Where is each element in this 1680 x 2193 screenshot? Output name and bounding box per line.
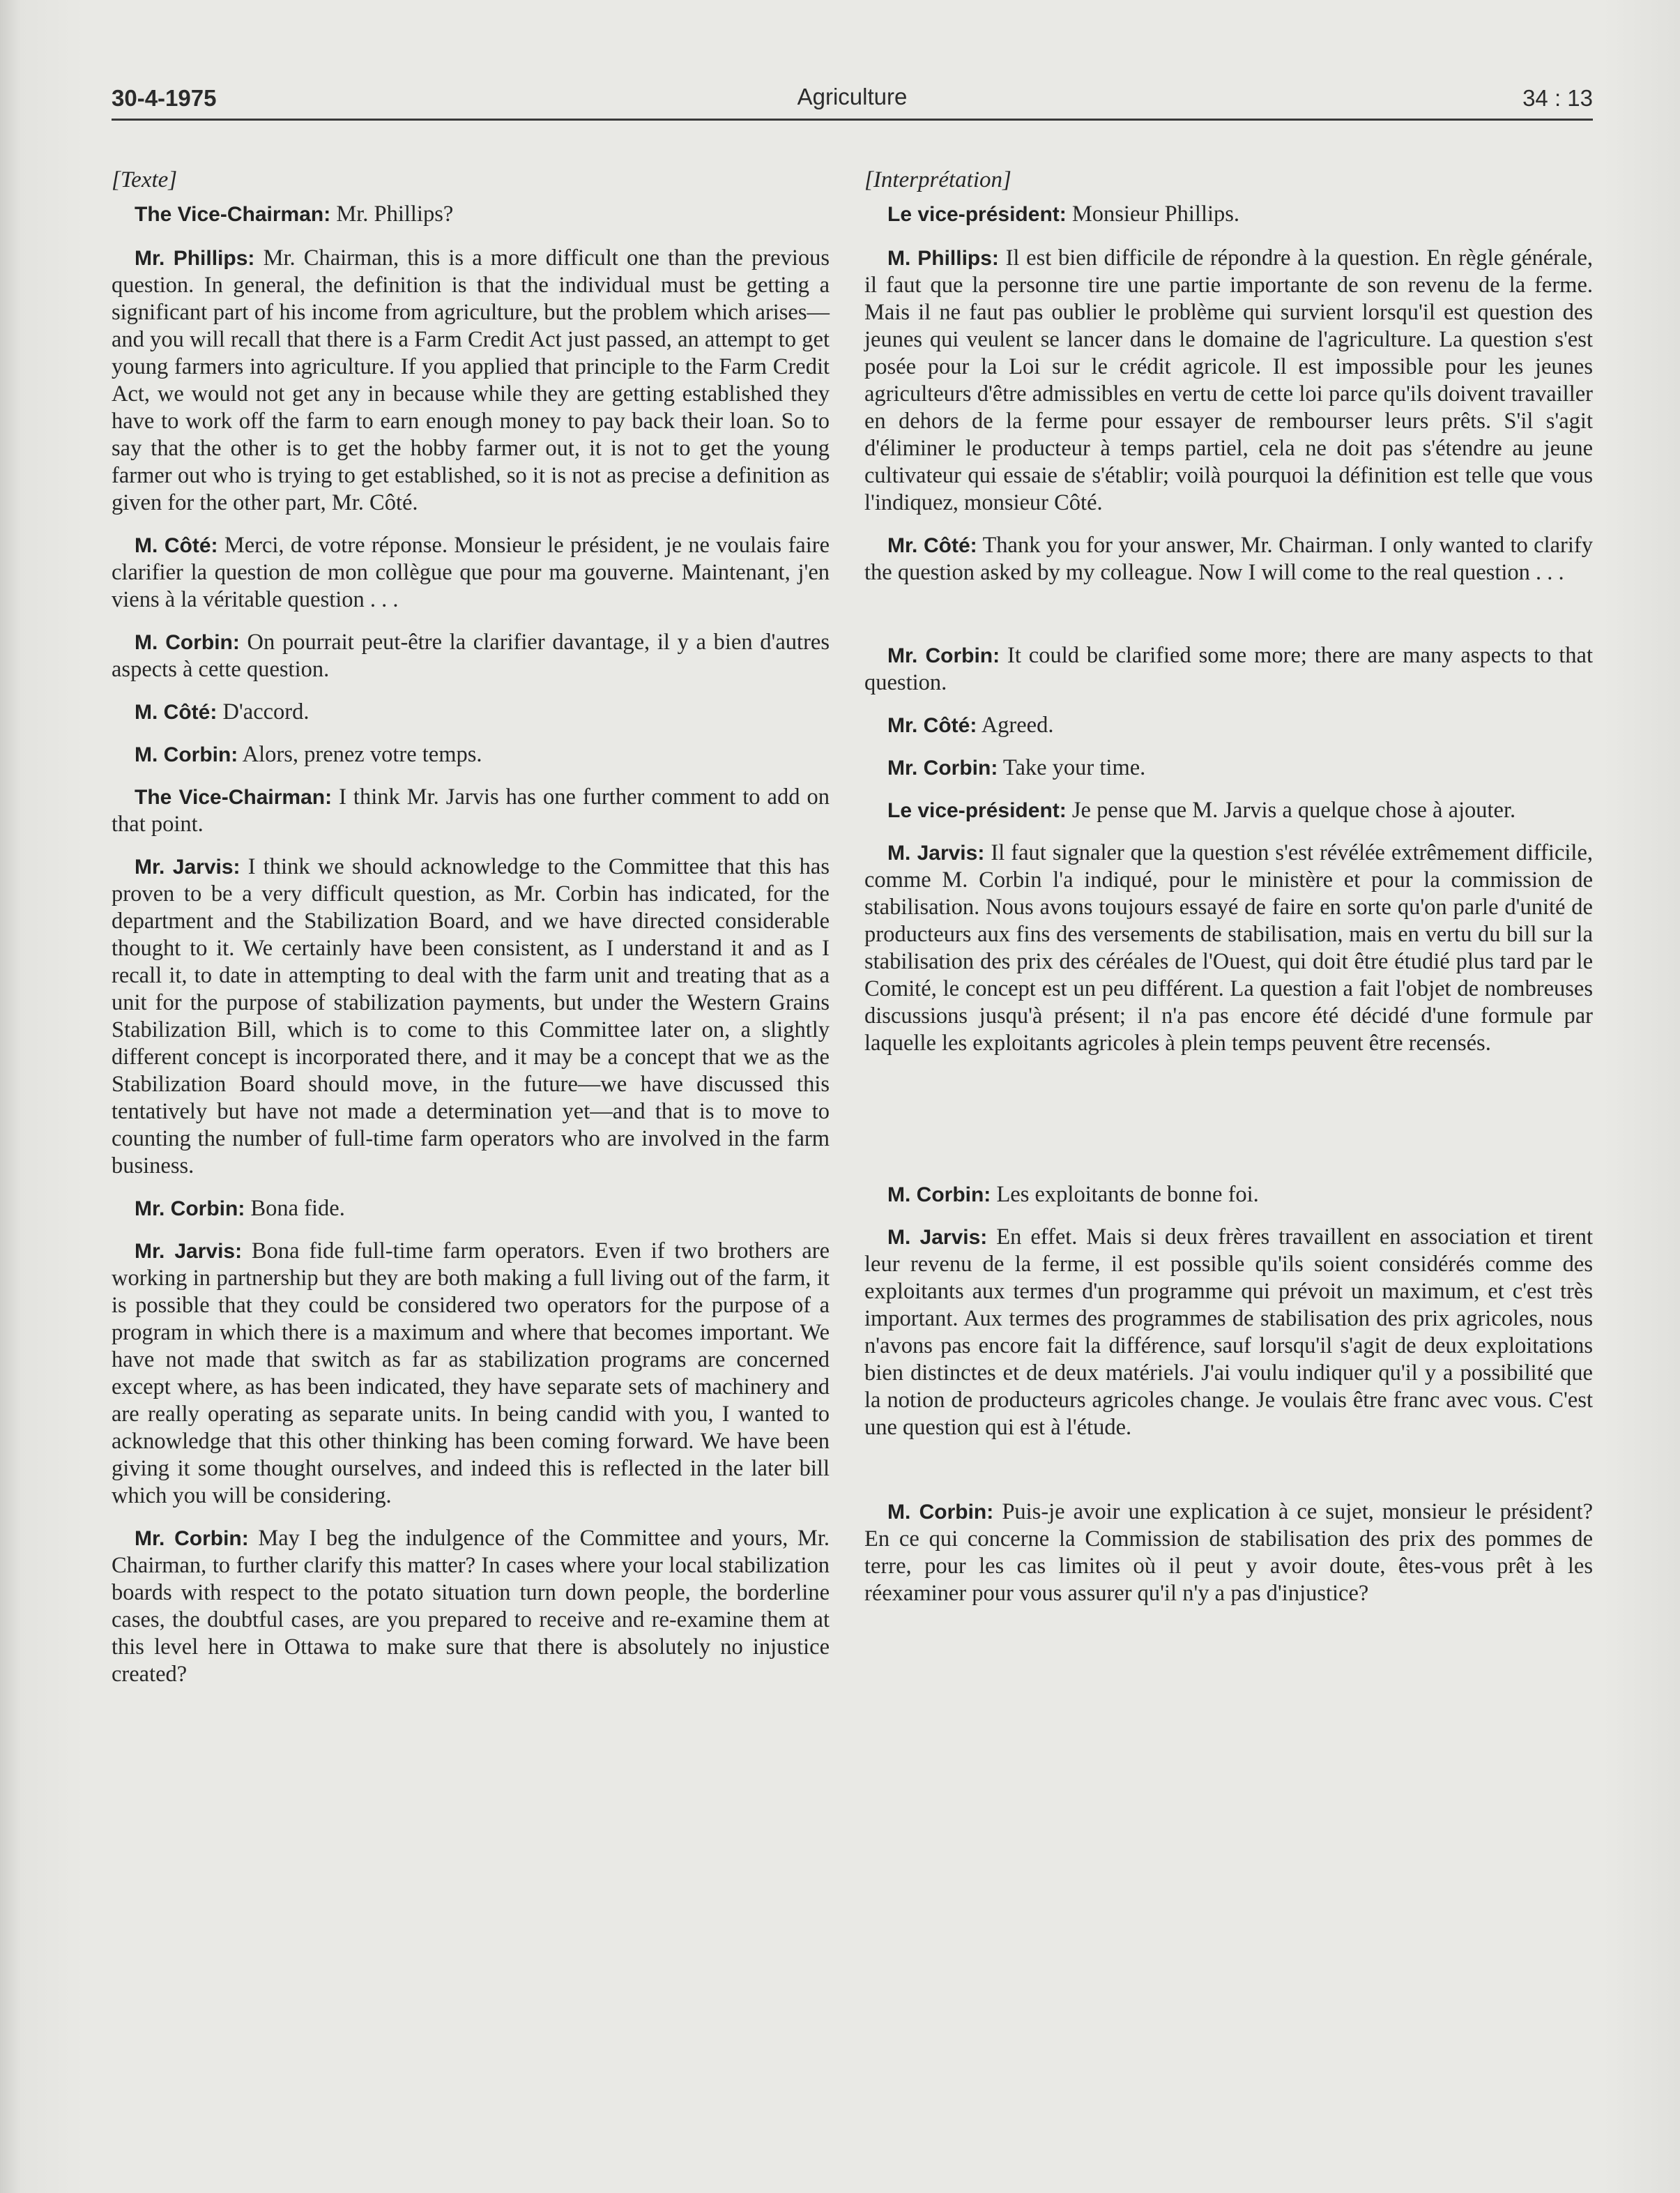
- paragraph: [864, 642, 1593, 697]
- column-tag: [Texte]: [112, 167, 178, 192]
- speaker-name: M. Côté:: [135, 701, 217, 724]
- paragraph-text: Agreed.: [981, 713, 1054, 738]
- header-title: Agriculture: [797, 84, 908, 109]
- paragraph: [112, 741, 830, 768]
- paragraph-text: Thank you for your answer, Mr. Chairman. I only wanted to clarify the question asked by my colleague. Now I will come to the real question . . .: [864, 533, 1593, 585]
- paragraph-text: D'accord.: [222, 699, 310, 724]
- paragraph: [864, 201, 1593, 228]
- paragraph-text: Merci, de votre réponse. Monsieur le président, je ne voulais faire clarifier la question de mon collègue que pour ma gouverne. Maintenant, j'en viens à la véritable question . . .: [112, 533, 830, 612]
- paragraph: [112, 853, 830, 1180]
- speaker-name: Mr. Côté:: [887, 714, 977, 737]
- paragraph-text: Puis-je avoir une explication à ce sujet, monsieur le président? En ce qui concerne la Commission de stabilisation des prix des pommes de terre, pour les cas limites où il peut y avoir doute, êtes-vous prêt à les réexaminer pour vous assurer qu'il n'y a pas d'injustice?: [864, 1499, 1593, 1606]
- speaker-name: M. Jarvis:: [887, 1226, 988, 1249]
- paragraph: [864, 1181, 1593, 1208]
- paragraph: [864, 1224, 1593, 1441]
- speaker-name: Mr. Corbin:: [887, 757, 998, 780]
- paragraph-text: On pourrait peut-être la clarifier davantage, il y a bien d'autres aspects à cette question.: [112, 630, 830, 682]
- paragraph-text: En effet. Mais si deux frères travaillent en association et tirent leur revenu de la ferme, il est possible qu'ils soient considérés comme des exploitants aux termes d'un programme qui prévoit un maximum, et c'est très important. Aux termes des programmes de stabilisation des prix agricoles, nous n'avons pas encore fait la différence, sauf lorsqu'il s'agit de deux exploitations bien distinctes et de deux matériels. J'ai voulu indiquer qu'il y a possibilité que la notion de producteurs agricoles change. Je voulais être franc avec vous. C'est une question qui est à l'étude.: [864, 1224, 1594, 1440]
- paragraph: [112, 245, 830, 517]
- paragraph: [864, 1498, 1593, 1607]
- paragraph: [864, 532, 1593, 586]
- paragraph: [112, 1195, 830, 1222]
- paragraph-text: Alors, prenez votre temps.: [242, 742, 482, 767]
- speaker-name: Le vice-président:: [887, 799, 1067, 822]
- speaker-name: M. Jarvis:: [887, 842, 985, 865]
- speaker-name: Mr. Jarvis:: [135, 856, 240, 879]
- paragraph: [864, 754, 1593, 782]
- speaker-name: Mr. Côté:: [887, 534, 977, 557]
- paragraph-text: Take your time.: [1002, 755, 1146, 780]
- paragraph-text: I think Mr. Jarvis has one further comment to add on that point.: [112, 784, 830, 837]
- header-date: 30-4-1975: [112, 85, 217, 111]
- speaker-name: M. Côté:: [135, 534, 218, 557]
- speaker-name: Mr. Phillips:: [135, 247, 255, 270]
- paragraph-text: I think we should acknowledge to the Committee that this has proven to be a very difficult question, as Mr. Corbin has indicated, for the department and the Stabilization Board, and we have directed considerable thought to it. We certainly have been consistent, as I understand it and as I recall it, to date in attempting to deal with the farm unit and treating that as a unit for the purpose of stabilization payments, but under the Western Grains Stabilization Bill, which is to come to this Committee later on, a slightly different concept is incorporated there, and it may be a concept that we as the Stabilization Board should move, in the future—we have discussed this tentatively but have not made a determination yet—and that is to move to counting the number of full-time farm operators who are involved in the farm business.: [112, 854, 830, 1178]
- paragraph-text: May I beg the indulgence of the Committee and yours, Mr. Chairman, to further clarify this matter? In cases where your local stabilization boards with respect to the potato situation turn down people, the borderline cases, the doubtful cases, are you prepared to receive and re-examine them at this level here in Ottawa to make sure that there is absolutely no injustice created?: [112, 1526, 830, 1687]
- speaker-name: Le vice-président:: [887, 203, 1067, 226]
- paragraph-text: Bona fide.: [250, 1196, 345, 1221]
- paragraph-text: Monsieur Phillips.: [1071, 202, 1240, 227]
- speaker-name: M. Corbin:: [887, 1501, 994, 1524]
- speaker-name: Mr. Corbin:: [887, 644, 1000, 667]
- paragraph: [864, 840, 1593, 1057]
- paragraph-text: It could be clarified some more; there are many aspects to that question.: [864, 643, 1593, 695]
- paragraph: [864, 797, 1593, 824]
- paragraph: [112, 532, 830, 614]
- paragraph-text: Mr. Phillips?: [336, 202, 454, 227]
- paragraph: [112, 629, 830, 683]
- french-column: [864, 166, 1593, 1607]
- page-header: [112, 82, 1593, 121]
- speaker-name: M. Phillips:: [887, 247, 999, 270]
- speaker-name: M. Corbin:: [135, 743, 238, 766]
- paragraph-text: Il est bien difficile de répondre à la question. En règle générale, il faut que la personne tire une partie importante de son revenu de la ferme. Mais il ne faut pas oublier le problème qui survient lorsqu'il est question des jeunes qui veulent se lancer dans le domaine de l'agriculture. La question s'est posée pour la Loi sur le crédit agricole. Il est impossible pour les jeunes agriculteurs d'être admissibles en vertu de cette loi parce qu'ils doivent travailler en dehors de la ferme pour essayer de rembourser leurs prêts. S'il s'agit d'éliminer le producteur à temps partiel, cela ne doit pas s'étendre au jeune cultivateur qui essaie de s'établir; voilà pourquoi la définition est telle que vous l'indiquez, monsieur Côté.: [864, 245, 1593, 515]
- paragraph-text: Je pense que M. Jarvis a quelque chose à ajouter.: [1071, 798, 1516, 823]
- paragraph: [864, 245, 1593, 517]
- speaker-name: Mr. Corbin:: [135, 1527, 249, 1550]
- paragraph-text: Bona fide full-time farm operators. Even if two brothers are working in partnership but they are both making a full living out of the farm, it is possible that they could be considered two operators for the purpose of a program in which there is a maximum and where that becomes important. We have not made that switch as far as stabilization programs are concerned except where, as has been indicated, they have separate sets of machinery and are really operating as separate units. In being candid with you, I wanted to acknowledge that this other thinking has been coming forward. We have been giving it some thought ourselves, and indeed this is reflected in the later bill which you will be considering.: [112, 1238, 830, 1508]
- speaker-name: The Vice-Chairman:: [135, 203, 331, 226]
- paragraph-text: Mr. Chairman, this is a more difficult one than the previous question. In general, the definition is that the individual must be getting a significant part of his income from agriculture, but the problem which arises—and you will recall that there is a Farm Credit Act just passed, an attempt to get young farmers into agriculture. If you applied that principle to the Farm Credit Act, we would not get any in because while they are getting established they have to work off the farm to earn enough money to pay back their loan. So to say that the other is to get the hobby farmer out, it is not to get the young farmer out who is trying to get established, so it is not as precise a definition as given for the other part, Mr. Côté.: [112, 245, 830, 515]
- column-tag: [Interprétation]: [864, 167, 1011, 192]
- speaker-name: The Vice-Chairman:: [135, 786, 333, 809]
- paragraph: [112, 1238, 830, 1510]
- speaker-name: M. Corbin:: [135, 631, 240, 654]
- speaker-name: Mr. Jarvis:: [135, 1240, 243, 1263]
- paragraph: [112, 201, 830, 228]
- paragraph-text: Les exploitants de bonne foi.: [996, 1182, 1259, 1207]
- speaker-name: M. Corbin:: [887, 1183, 991, 1206]
- paragraph-text: Il faut signaler que la question s'est révélée extrêmement difficile, comme M. Corbin l'a indiqué, pour le ministère et pour la commission de stabilisation. Nous avons toujours essayé de faire en sorte qu'on parle d'unité de producteurs aux fins des versements de stabilisation, mais en vertu du bill sur la stabilisation des prix des céréales de l'Ouest, qui doit être étudié plus tard par le Comité, le concept est un peu différent. La question a fait l'objet de nombreuses discussions jusqu'à présent; il n'a pas encore été décidé d'une formule par laquelle les exploitants agricoles à plein temps peuvent être recensés.: [864, 840, 1593, 1056]
- paragraph: [112, 699, 830, 726]
- paragraph: [864, 712, 1593, 739]
- paragraph: [112, 784, 830, 838]
- speaker-name: Mr. Corbin:: [135, 1197, 245, 1220]
- english-column: [112, 166, 830, 1688]
- paragraph: [112, 1525, 830, 1688]
- header-page-number: 34 : 13: [1522, 85, 1593, 111]
